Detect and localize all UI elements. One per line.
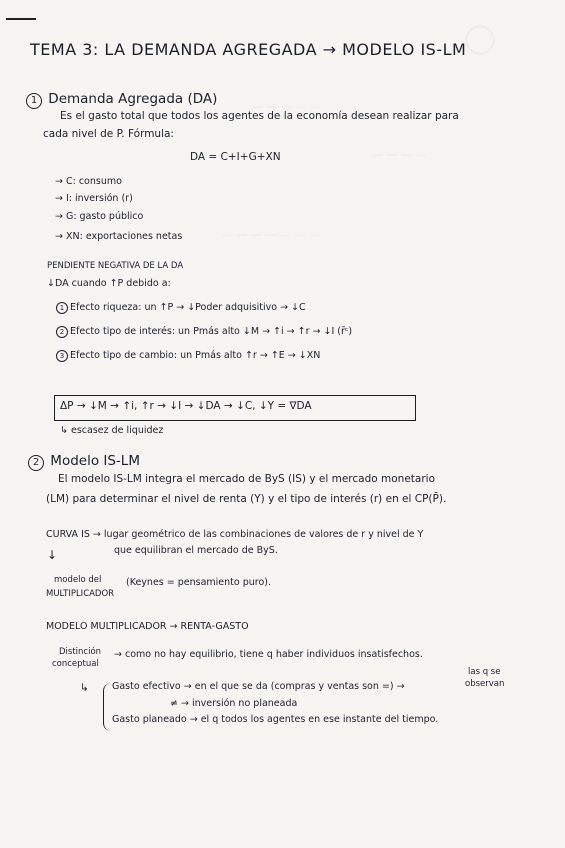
planned-spending: Gasto planeado → el q todos los agentes en ese instante del tiempo.	[112, 714, 439, 725]
paragraph-line: (LM) para determinar el nivel de renta (Y) y el tipo de interés (r) en el CP(P̄).	[46, 493, 447, 505]
subheading: PENDIENTE NEGATIVA DE LA DA	[47, 261, 184, 271]
side-label: MULTIPLICADOR	[46, 589, 115, 599]
list-item: → I: inversión (r)	[55, 193, 133, 204]
note-line: observan	[465, 679, 505, 689]
hook-arrow-icon: ↳	[80, 682, 89, 694]
effect-number: 3	[56, 350, 68, 362]
is-curve-definition: CURVA IS → lugar geométrico de las combinaciones de valores de r y nivel de Y	[46, 529, 424, 540]
note-line: (Keynes = pensamiento puro).	[126, 577, 272, 588]
effect-item	[56, 302, 306, 314]
bleed-through-text: — — — —	[372, 148, 427, 161]
list-item: → XN: exportaciones netas	[55, 231, 183, 242]
list-item: → G: gasto público	[55, 211, 144, 222]
definition-line: cada nivel de P. Fórmula:	[43, 128, 174, 140]
section-number-badge: 1	[26, 93, 42, 109]
effect-text: Efecto tipo de interés: un Pmás alto ↓M → ↑i → ↑r → ↓I (r̄ᶜ)	[70, 326, 353, 337]
effect-number: 2	[56, 326, 68, 338]
bleed-through-text: — — — — — — —	[222, 228, 320, 241]
effect-number: 1	[56, 302, 68, 314]
side-label: conceptual	[52, 659, 99, 669]
list-item: → C: consumo	[55, 176, 122, 187]
section-title: Modelo IS-LM	[50, 453, 140, 469]
page-title: TEMA 3: LA DEMANDA AGREGADA → MODELO IS-LM	[30, 40, 467, 59]
unplanned-investment: ≠ → inversión no planeada	[170, 698, 298, 709]
section-title: Demanda Agregada (DA)	[48, 91, 218, 107]
subheading: MODELO MULTIPLICADOR → RENTA-GASTO	[46, 621, 249, 632]
is-curve-definition: que equilibran el mercado de ByS.	[114, 545, 278, 556]
paragraph-line: El modelo IS-LM integra el mercado de ByS (IS) y el mercado monetario	[58, 473, 435, 485]
effective-spending: Gasto efectivo → en el que se da (compras y ventas son =) →	[112, 681, 405, 692]
down-arrow-icon: ↓	[47, 548, 58, 562]
section-number-badge: 2	[28, 455, 44, 471]
note-line: → como no hay equilibrio, tiene q haber individuos insatisfechos.	[114, 649, 423, 660]
effect-item	[56, 350, 320, 362]
definition-line: Es el gasto total que todos los agentes de la economía desean realizar para	[60, 110, 459, 122]
formula: DA = C+I+G+XN	[190, 151, 281, 163]
bleed-through-text: — — — — —	[252, 100, 321, 113]
boxed-note: ↳ escasez de liquidez	[60, 425, 164, 436]
note-line: ↓DA cuando ↑P debido a:	[47, 278, 171, 289]
brace	[103, 683, 112, 731]
effect-item	[56, 326, 352, 338]
bleed-through-mark	[466, 26, 494, 54]
note-line: las q se	[468, 667, 501, 677]
section-2-heading	[28, 455, 140, 471]
effect-text: Efecto tipo de cambio: un Pmás alto ↑r → ↑E → ↓XN	[70, 350, 321, 361]
effect-text: Efecto riqueza: un ↑P → ↓Poder adquisitivo → ↓C	[70, 302, 306, 313]
side-label: Distinción	[59, 647, 102, 657]
boxed-chain-text: ΔP → ↓M → ↑i, ↑r → ↓I → ↓DA → ↓C, ↓Y = ∇DA	[60, 400, 312, 412]
side-label: modelo del	[54, 575, 102, 585]
header-rule	[6, 18, 36, 20]
section-1-heading	[26, 93, 217, 109]
